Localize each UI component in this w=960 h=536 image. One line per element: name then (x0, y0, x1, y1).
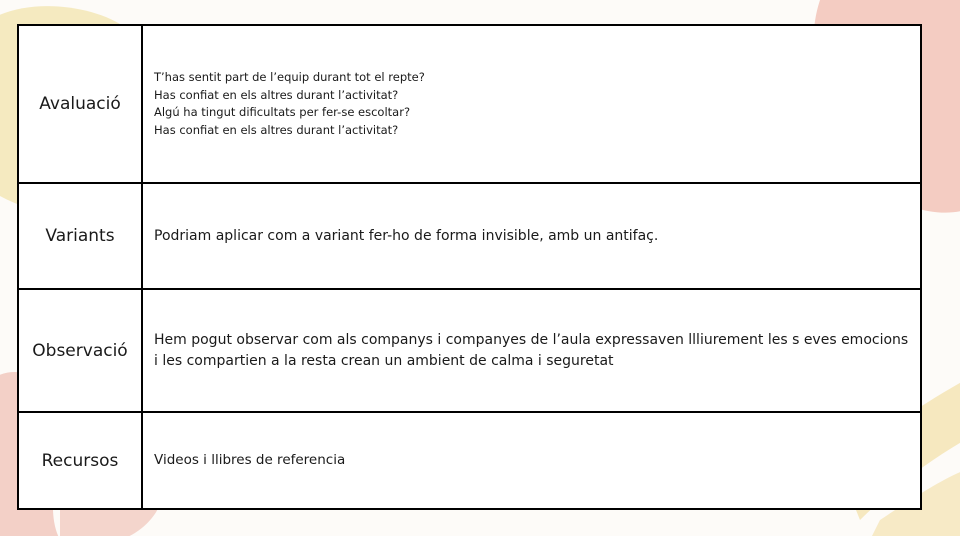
row-label-variants: Variants (19, 184, 143, 288)
table-row-avaluacio (19, 26, 920, 184)
question-line: T’has sentit part de l’equip durant tot el repte? (154, 70, 425, 84)
question-line: Has confiat en els altres durant l’activitat? (154, 122, 399, 137)
question-line: Has confiat en els altres durant l’activitat? (154, 87, 399, 102)
question-list (154, 69, 425, 139)
row-label-recursos: Recursos (19, 413, 143, 508)
activity-table (17, 24, 922, 510)
table-row-observacio (19, 290, 920, 413)
row-content-recursos: Videos i llibres de referencia (154, 452, 346, 468)
row-content-observacio: Hem pogut observar com als companys i companyes de l’aula expressaven llliurement les s eves emocions i les compartien a la resta crean un ambient de calma i seguretat (154, 331, 909, 369)
question-line: Algú ha tingut dificultats per fer-se escoltar? (154, 105, 411, 119)
row-label-observacio: Observació (19, 290, 143, 411)
row-content-variants: Podriam aplicar com a variant fer-ho de forma invisible, amb un antifaç. (154, 227, 659, 244)
row-label-avaluacio: Avaluació (19, 26, 143, 182)
row-content-avaluacio (143, 26, 920, 182)
table-row-variants (19, 184, 920, 290)
table-row-recursos (19, 413, 920, 508)
